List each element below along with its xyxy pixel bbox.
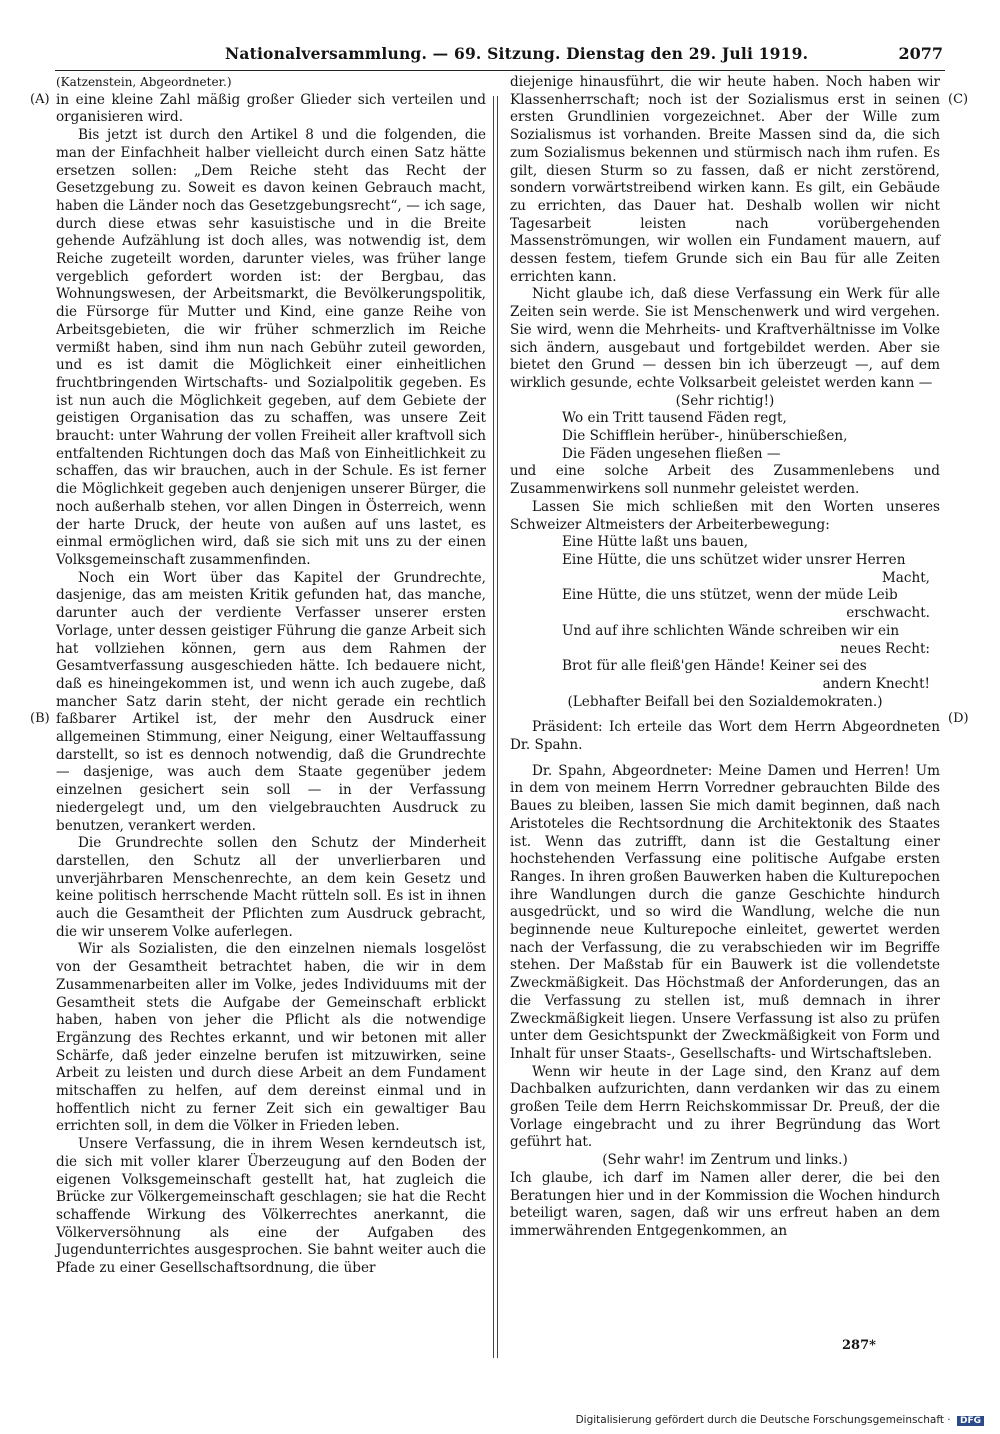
interjection: (Sehr richtig!) [675, 392, 775, 409]
verse-line: Eine Hütte laßt uns bauen, [562, 534, 749, 551]
page-header [55, 40, 945, 71]
dfg-logo: DFG [957, 1416, 984, 1426]
paragraph: Wenn wir heute in der Lage sind, den Kranz auf dem Dachbalken aufzurichten, dann verdanken wir das zu einem großen Teile dem Herrn Reichskommissar Dr. Preuß, der die Vorlage eingebracht und zu ihrer Begründung das Wort geführt hat. [510, 1063, 940, 1151]
margin-marker-a: (A) [30, 92, 50, 107]
paragraph: in eine kleine Zahl mäßig großer Glieder sich verteilen und organisieren wird. [56, 91, 486, 126]
verse-line: Und auf ihre schlichten Wände schreiben wir ein [562, 622, 900, 639]
margin-marker-d: (D) [948, 711, 969, 726]
verse-line: Eine Hütte, die uns schützet wider unsrer Herren [562, 551, 906, 568]
paragraph: Nicht glaube ich, daß diese Verfassung ein Werk für alle Zeiten sein werde. Sie ist Menschenwerk und wird vergehen. Sie wird, wenn die Mehrheits- und Kraftverhältnisse im Volke sich ändern, ausgebaut und fortgebildet werden. Aber sie bietet den Grund — dessen bin ich überzeugt —, auf dem wirklich gesunde, echte Volksarbeit geleistet werden kann — [510, 286, 940, 391]
paragraph: Lassen Sie mich schließen mit den Worten unseres Schweizer Altmeisters der Arbeiterbewegung: [510, 498, 940, 533]
column-divider [493, 96, 494, 1358]
page-number: 2077 [898, 44, 943, 63]
right-column [510, 74, 940, 1241]
paragraph: Präsident: Ich erteile das Wort dem Herrn Abgeordneten Dr. Spahn. [510, 719, 940, 754]
margin-marker-c: (C) [948, 92, 969, 107]
verse-line: Die Fäden ungesehen fließen — [562, 445, 781, 462]
verse-line: neues Recht: [840, 640, 930, 657]
paragraph: Dr. Spahn, Abgeordneter: Meine Damen und Herren! Um in dem von meinem Herrn Vorredner gebrauchten Bilde des Baues zu bleiben, lassen Sie mich damit beginnen, daß nach Aristoteles die Rechtsordnung die Architektonik des Staates ist. Wenn das zutrifft, dann ist die Gestaltung einer hochstehenden Verfassung eine politische Aufgabe ersten Ranges. In ihren großen Bauwerken haben die Kulturepochen ihre Wandlungen durch die ganze Geschichte hindurch ausgedrückt, und so wird die Wandlung, welche die nun beginnende neue Kulturepoche einleitet, gewertet werden nach der Verfassung, die zu verabschieden wir im Begriffe stehen. Der Maßstab für ein Bauwerk ist die vollendetste Zweckmäßigkeit. Das Höchstmaß der Anforderungen, das an die Verfassung zu stellen ist, muß demnach in ihrer Zweckmäßigkeit liegen. Unsere Verfassung ist also zu prüfen unter dem Gesichtspunkt der Zweckmäßigkeit von Form und Inhalt für unser Staats-, Gesellschafts- und Wirtschaftsleben. [510, 762, 940, 1062]
interjection: (Sehr wahr! im Zentrum und links.) [602, 1152, 848, 1169]
verse-line: Wo ein Tritt tausend Fäden regt, [562, 410, 787, 427]
paragraph: Unsere Verfassung, die in ihrem Wesen kerndeutsch ist, die sich mit voller klarer Überzeugung auf den Boden der eigenen Volksgemeinschaft gestellt hat, hat zugleich die Brücke zur Völkergemeinschaft geschlagen; sie hat die Recht schaffende Wirkung des Völkerrechtes anerkannt, die Völkerversöhnung als eine der Aufgaben des Jugendunterrichtes ausgesprochen. Sie bahnt weiter auch die Pfade zu einer Gesellschaftsordnung, die über [56, 1136, 486, 1277]
verse-line: Eine Hütte, die uns stützet, wenn der müde Leib [562, 587, 898, 604]
paragraph: Wir als Sozialisten, die den einzelnen niemals losgelöst von der Gesamtheit betrachtet haben, die wir in dem Zusammenarbeiten aller im Volke, jedes Individuums mit der Gesamtheit stets die Aufgabe der Gemeinschaft erblickt haben, haben von jeher die Pflicht als die notwendige Ergänzung des Rechtes erkannt, und wir betonen mit aller Schärfe, daß jeder einzelne berufen ist mitzuwirken, seine Arbeit zu leisten und durch diese Arbeit an dem Fundament mitschaffen zu helfen, auf dem dereinst einmal und in hoffentlich nicht zu ferner Zeit sich ein gewaltiger Bau errichten soll, in dem die Völker in Frieden leben. [56, 941, 486, 1135]
left-column [56, 74, 486, 1278]
paragraph: Ich glaube, ich darf im Namen aller derer, die bei den Beratungen hier und in der Kommission die Wochen hindurch beteiligt waren, sagen, daß wir uns erfreut haben an dem immerwährenden Entgegenkommen, an [510, 1169, 940, 1239]
interjection: (Lebhafter Beifall bei den Sozialdemokraten.) [567, 693, 883, 710]
column-divider-inner [497, 96, 498, 1358]
signature-mark: 287* [842, 1338, 876, 1353]
verse-line: andern Knecht! [822, 675, 930, 692]
verse-line: Macht, [881, 569, 930, 586]
verse-line: Brot für alle fleiß'gen Hände! Keiner sei des [562, 658, 867, 675]
margin-marker-b: (B) [30, 711, 50, 726]
paragraph: Die Grundrechte sollen den Schutz der Minderheit darstellen, den Schutz all der unverlierbaren und unverjährbaren Menschenrechte, an dem kein Gesetz und keine politisch herrschende Macht rütteln soll. Es ist in ihnen auch die Gesamtheit der Pflichten zum Ausdruck gebracht, die wir unserem Volke auferlegen. [56, 835, 486, 940]
credit-text: Digitalisierung gefördert durch die Deutsche Forschungsgemeinschaft · [575, 1414, 951, 1426]
paragraph: diejenige hinausführt, die wir heute haben. Noch haben wir Klassenherrschaft; noch ist der Sozialismus erst in seinen ersten Grundlinien vorgezeichnet. Aber der Wille zum Sozialismus ist vorhanden. Breite Massen sind da, die sich zum Sozialismus bekennen und stürmisch nach ihm rufen. Es gilt, diesen Sturm so zu fassen, daß er nicht zerstörend, sondern vorwärtstreibend wirken kann. Es gilt, ein Gebäude zu errichten, das Dauer hat. Deshalb wollen wir nicht Tagesarbeit leisten nach vorübergehenden Massenströmungen, wir wollen ein Fundament mauern, auf dessen festem, tiefem Grunde sich ein Bau für alle Zeiten errichten kann. [510, 74, 940, 285]
verse-line: Die Schifflein herüber-, hinüberschießen, [562, 428, 848, 445]
paragraph: und eine solche Arbeit des Zusammenlebens und Zusammenwirkens soll nunmehr geleistet werden. [510, 463, 940, 498]
paragraph: Noch ein Wort über das Kapitel der Grundrechte, dasjenige, das am meisten Kritik gefunden hat, das manche, darunter auch der verdiente Verfasser unserer ersten Vorlage, unter dessen geistiger Führung die ganze Arbeit sich hat vollziehen können, gern aus dem Rahmen der Gesamtverfassung ausgeschieden hätte. Ich bedauere nicht, daß es hineingekommen ist, und wenn ich auch zugebe, daß mancher Satz darin steht, der nicht gerade ein rechtlich faßbarer Artikel ist, der mehr den Ausdruck einer allgemeinen Stimmung, einer Neigung, einer Weltauffassung darstellt, so ist es dennoch notwendig, daß die Grundrechte — dasjenige, was auch dem Staate gegenüber jedem einzelnen gesichert sein soll — in der Verfassung niedergelegt und, um den vielgebrauchten Ausdruck zu benutzen, verankert werden. [56, 569, 486, 834]
running-title: Nationalversammlung. — 69. Sitzung. Dienstag den 29. Juli 1919. [225, 44, 809, 63]
verse-line: erschwacht. [846, 605, 930, 622]
paragraph: Bis jetzt ist durch den Artikel 8 und die folgenden, die man der Einfachheit halber vielleicht durch einen Satz hätte ersetzen sollen: „Dem Reiche steht das Recht der Gesetzgebung zu. Soweit es davon keinen Gebrauch macht, haben die Länder noch das Gesetzgebungsrecht“, — ich sage, durch diese etwas sehr kasuistische und in die Breite gehende Aufzählung ist doch alles, was notwendig ist, dem Reiche zugeteilt worden, darunter vieles, was früher lange vergeblich gefordert worden ist: der Bergbau, das Wohnungswesen, der Arbeitsmarkt, die Bevölkerungspolitik, die Fürsorge für Mutter und Kind, eine ganze Reihe von Arbeitsgebieten, die wir früher schmerzlich im Reiche vermißt haben, sind ihm nun nach Gebühr zuteil geworden, und es ist damit die Möglichkeit einer einheitlichen fruchtbringenden Wirtschafts- und Sozialpolitik gegeben. Es ist nun auch die Möglichkeit gegeben, auf dem Gebiete der geistigen Organisation das zu schaffen, was unsere Zeit braucht: unter Wahrung der vollen Freiheit aller kraftvoll sich entfaltenden Richtungen doch das Maß von Einheitlichkeit zu schaffen, das wir brauchen, auch in der Schule. Es ist ferner die Möglichkeit gegeben auch denjenigen unserer Bürger, die noch außerhalb stehen, vor allen Dingen in Österreich, wenn der harte Druck, der heute von außen auf uns lastet, es einmal ermöglichen wird, daß sie sich mit uns zu der einen Volksgemeinschaft zusammenfinden. [56, 127, 486, 568]
digitization-credit [576, 1414, 984, 1426]
speaker-continuation: (Katzenstein, Abgeordneter.) [56, 75, 232, 89]
